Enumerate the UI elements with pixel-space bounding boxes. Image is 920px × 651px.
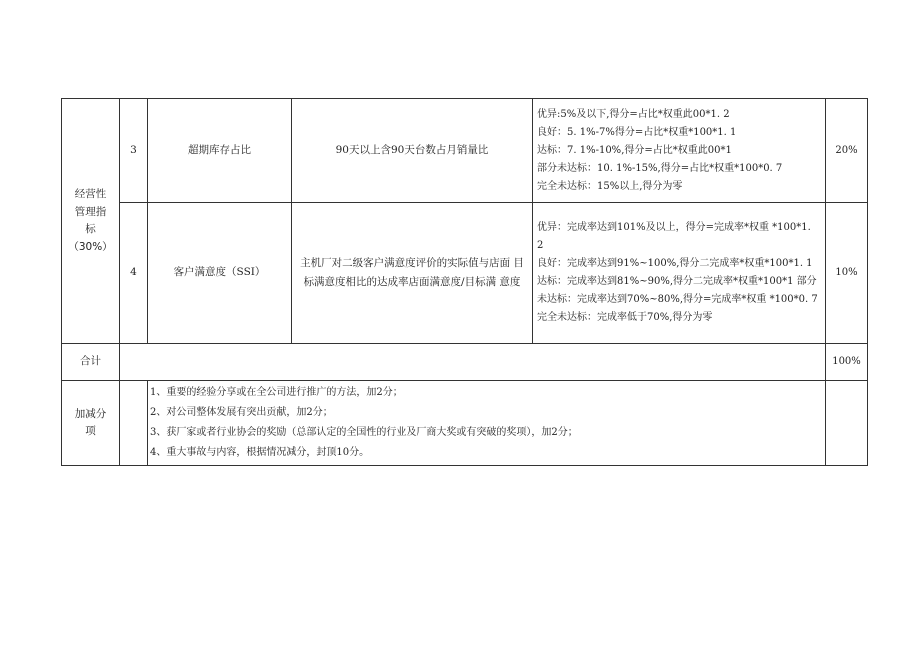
total-row [62, 344, 868, 381]
bonus-label: 加减分 项 [62, 381, 120, 466]
table-row [62, 99, 868, 203]
criteria-line: 完全未达标：完成率低于70%,得分为零 [537, 312, 713, 323]
scoring-criteria [533, 203, 826, 344]
table-row [62, 203, 868, 344]
bonus-row [62, 381, 868, 466]
criteria-line: 良好：5. 1%-7%得分=占比*权重*100*1. 1 [537, 126, 737, 138]
bonus-item: 3、获厂家或者行业协会的奖励（总部认定的全国性的行业及厂商大奖或有突破的奖项），加2分； [150, 427, 578, 438]
weight-value: 10% [826, 203, 868, 344]
weight-value: 20% [826, 99, 868, 203]
bonus-weight-cell [826, 381, 868, 466]
criteria-line: 优异:5%及以下,得分=占比*权重此00*1. 2 [537, 108, 730, 120]
bonus-item: 1、重要的经验分享或在全公司进行推广的方法，加2分； [150, 387, 403, 398]
bonus-item: 2、对公司整体发展有突出贡献，加2分； [150, 407, 333, 418]
criteria-line: 良好：完成率达到91%~100%,得分二完成率*权重*100*1. 1 [537, 258, 813, 269]
criteria-line: 部分未达标：10. 1%-15%,得分=占比*权重*100*0. 7 [537, 162, 783, 174]
total-weight: 100% [826, 344, 868, 381]
criteria-line: 2 [537, 240, 544, 251]
criteria-line: 达标：7. 1%-10%,得分=占比*权重此00*1 [537, 144, 732, 156]
indicator-name: 超期库存占比 [148, 99, 292, 203]
criteria-line: 达标：完成率达到81%~90%,得分二完成率*权重*100*1 部分 [537, 276, 817, 287]
kpi-table [61, 98, 868, 466]
indicator-description: 主机厂对二级客户满意度评价的实际值与店面 目标满意度相比的达成率店面满意度/目标满 意度 [292, 203, 533, 344]
indicator-name: 客户满意度（SSI） [148, 203, 292, 344]
criteria-line: 未达标：完成率达到70%~80%,得分=完成率*权重 *100*0. 7 [537, 294, 818, 305]
bonus-items [148, 381, 826, 466]
indicator-description: 90天以上含90天台数占月销量比 [292, 99, 533, 203]
scoring-criteria [533, 99, 826, 203]
row-number: 3 [120, 99, 148, 203]
bonus-spacer-cell [120, 381, 148, 466]
total-label: 合计 [62, 344, 120, 381]
total-empty-cell [120, 344, 826, 381]
criteria-line: 优异：完成率达到101%及以上，得分=完成率*权重 *100*1. [537, 222, 811, 233]
row-number: 4 [120, 203, 148, 344]
bonus-item: 4、重大事故与内容，根据情况减分，封顶10分。 [150, 447, 370, 458]
category-label: 经营性 管理指 标（30%） [62, 99, 120, 344]
criteria-line: 完全未达标：15%以上,得分为零 [537, 180, 683, 192]
